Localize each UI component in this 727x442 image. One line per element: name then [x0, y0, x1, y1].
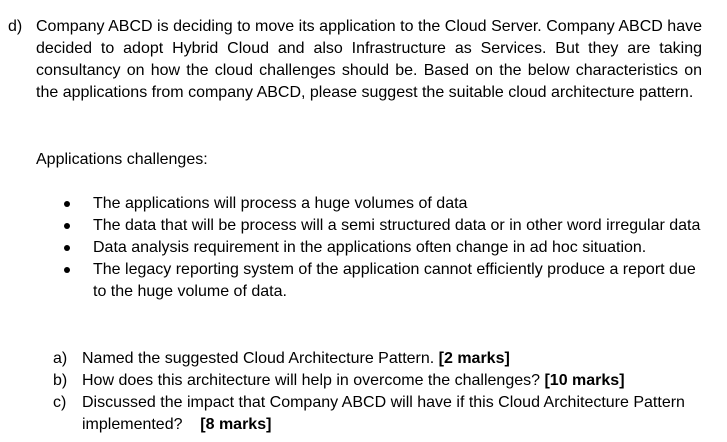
challenge-item	[36, 237, 706, 259]
question-body: Company ABCD is deciding to move its application to the Cloud Server. Company ABCD have decided to adopt Hybrid Cloud and also Infrastructure as Services. But they are taking consultancy on how the cloud challenges should be. Based on the below characteristics on the applications from company ABCD, please suggest the suitable cloud architecture pattern.	[36, 18, 702, 101]
challenge-text: The legacy reporting system of the application cannot efficiently produce a report due to the huge volume of data.	[93, 261, 696, 300]
bullet-icon	[64, 267, 70, 273]
subquestion-letter: b)	[53, 372, 68, 389]
subquestion-text: How does this architecture will help in overcome the challenges?	[82, 372, 545, 389]
subquestion-item	[53, 370, 713, 392]
challenge-text: Data analysis requirement in the applications often change in ad hoc situation.	[93, 239, 647, 256]
bullet-icon	[64, 223, 70, 229]
subquestion-letter: c)	[53, 394, 67, 411]
subquestion-marks: [8 marks]	[200, 416, 272, 433]
subquestion-marks: [2 marks]	[438, 350, 510, 367]
question-label: d)	[8, 18, 23, 35]
challenge-item	[36, 259, 706, 303]
subquestion-list	[53, 348, 713, 436]
subquestion-item	[53, 348, 713, 370]
challenge-item	[36, 215, 706, 237]
bullet-icon	[64, 201, 70, 207]
subquestion-marks: [10 marks]	[544, 372, 625, 389]
bullet-icon	[64, 245, 70, 251]
challenges-list	[36, 193, 706, 303]
challenge-item	[36, 193, 706, 215]
subquestion-item	[53, 392, 713, 436]
challenge-text: The data that will be process will a semi structured data or in other word irregular data	[93, 217, 701, 234]
subquestion-text: Discussed the impact that Company ABCD will have if this Cloud Architecture Pattern implemented?	[82, 394, 685, 433]
challenges-heading: Applications challenges:	[36, 151, 208, 168]
subquestion-letter: a)	[53, 350, 68, 367]
challenge-text: The applications will process a huge volumes of data	[93, 195, 468, 212]
subquestion-text: Named the suggested Cloud Architecture Pattern.	[82, 350, 439, 367]
